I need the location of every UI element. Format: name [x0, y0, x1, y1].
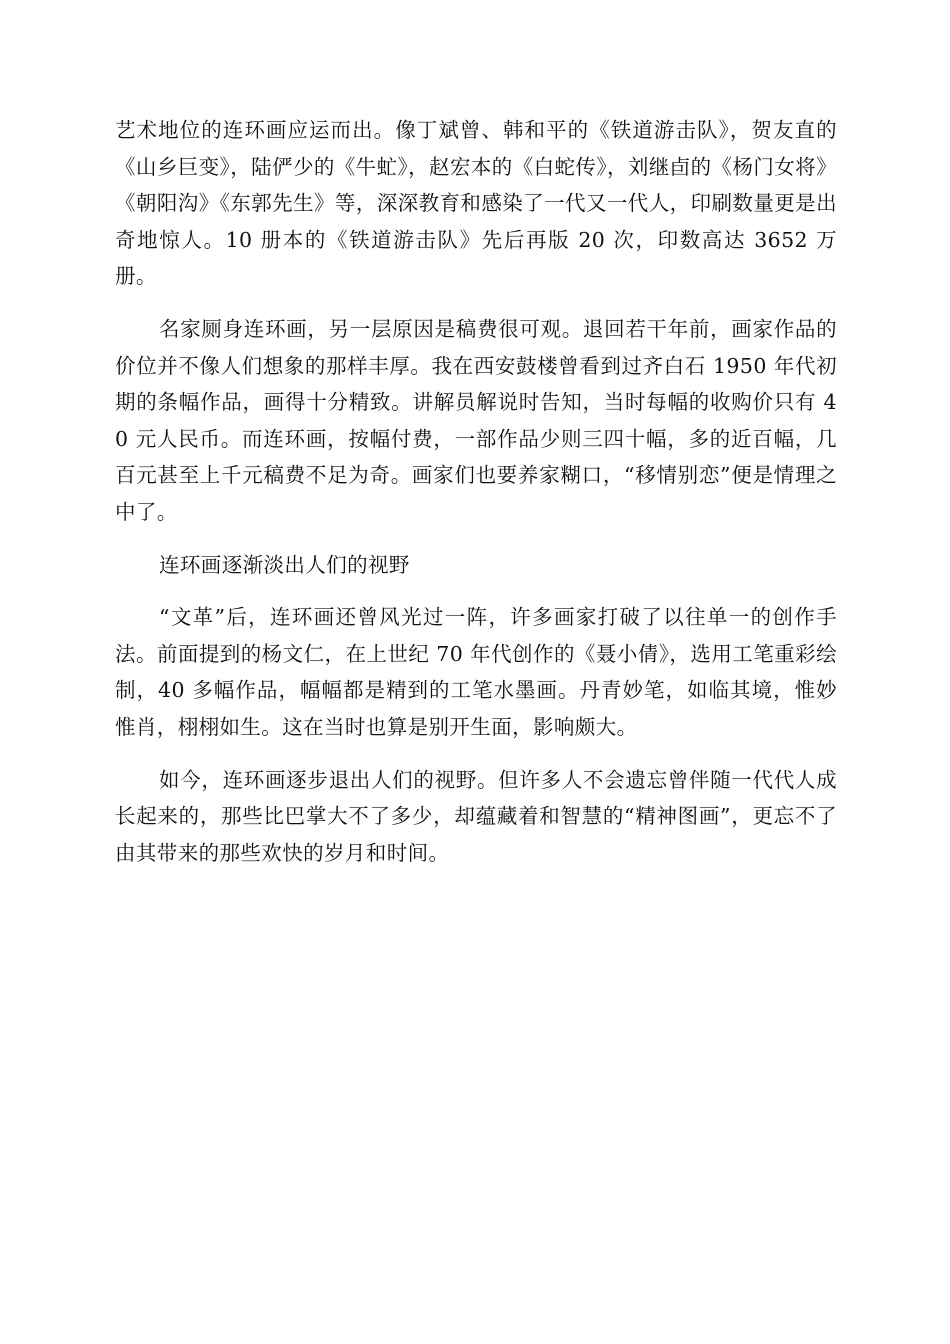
paragraph-royalties: 名家厕身连环画，另一层原因是稿费很可观。退回若干年前，画家作品的价位并不像人们想象的那样丰厚。我在西安鼓楼曾看到过齐白石 1950 年代初期的条幅作品，画得十分精致。讲解员解说时告知，当时每幅的收购价只有 40 元人民币。而连环画，按幅付费，一部作品少则三四十幅，多的近百幅，几百元甚至上千元稿费不足为奇。画家们也要养家糊口，“移情别恋”便是情理之中了。 [115, 316, 837, 524]
paragraph-conclusion: 如今，连环画逐步退出人们的视野。但许多人不会遗忘曾伴随一代代人成长起来的，那些比巴掌大不了多少，却蕴藏着和智慧的“精神图画”，更忘不了由其带来的那些欢快的岁月和时间。 [115, 767, 837, 865]
section-heading: 连环画逐渐淡出人们的视野 [159, 552, 410, 577]
paragraph-continued: 艺术地位的连环画应运而出。像丁斌曾、韩和平的《铁道游击队》，贺友直的《山乡巨变》，陆俨少的《牛虻》，赵宏本的《白蛇传》，刘继卣的《杨门女将》《朝阳沟》《东郭先生》等，深深教育和感染了一代又一代人，印刷数量更是出奇地惊人。10 册本的《铁道游击队》先后再版 20 次，印数高达 3652 万册。 [115, 118, 837, 289]
paragraph-post-cultural-revolution: “文革”后，连环画还曾风光过一阵，许多画家打破了以往单一的创作手法。前面提到的杨文仁，在上世纪 70 年代创作的《聂小倩》，选用工笔重彩绘制，40 多幅作品，幅幅都是精到的工笔水墨画。丹青妙笔，如临其境，惟妙惟肖，栩栩如生。这在当时也算是别开生面，影响颇大。 [115, 605, 837, 739]
document-page [115, 112, 837, 887]
